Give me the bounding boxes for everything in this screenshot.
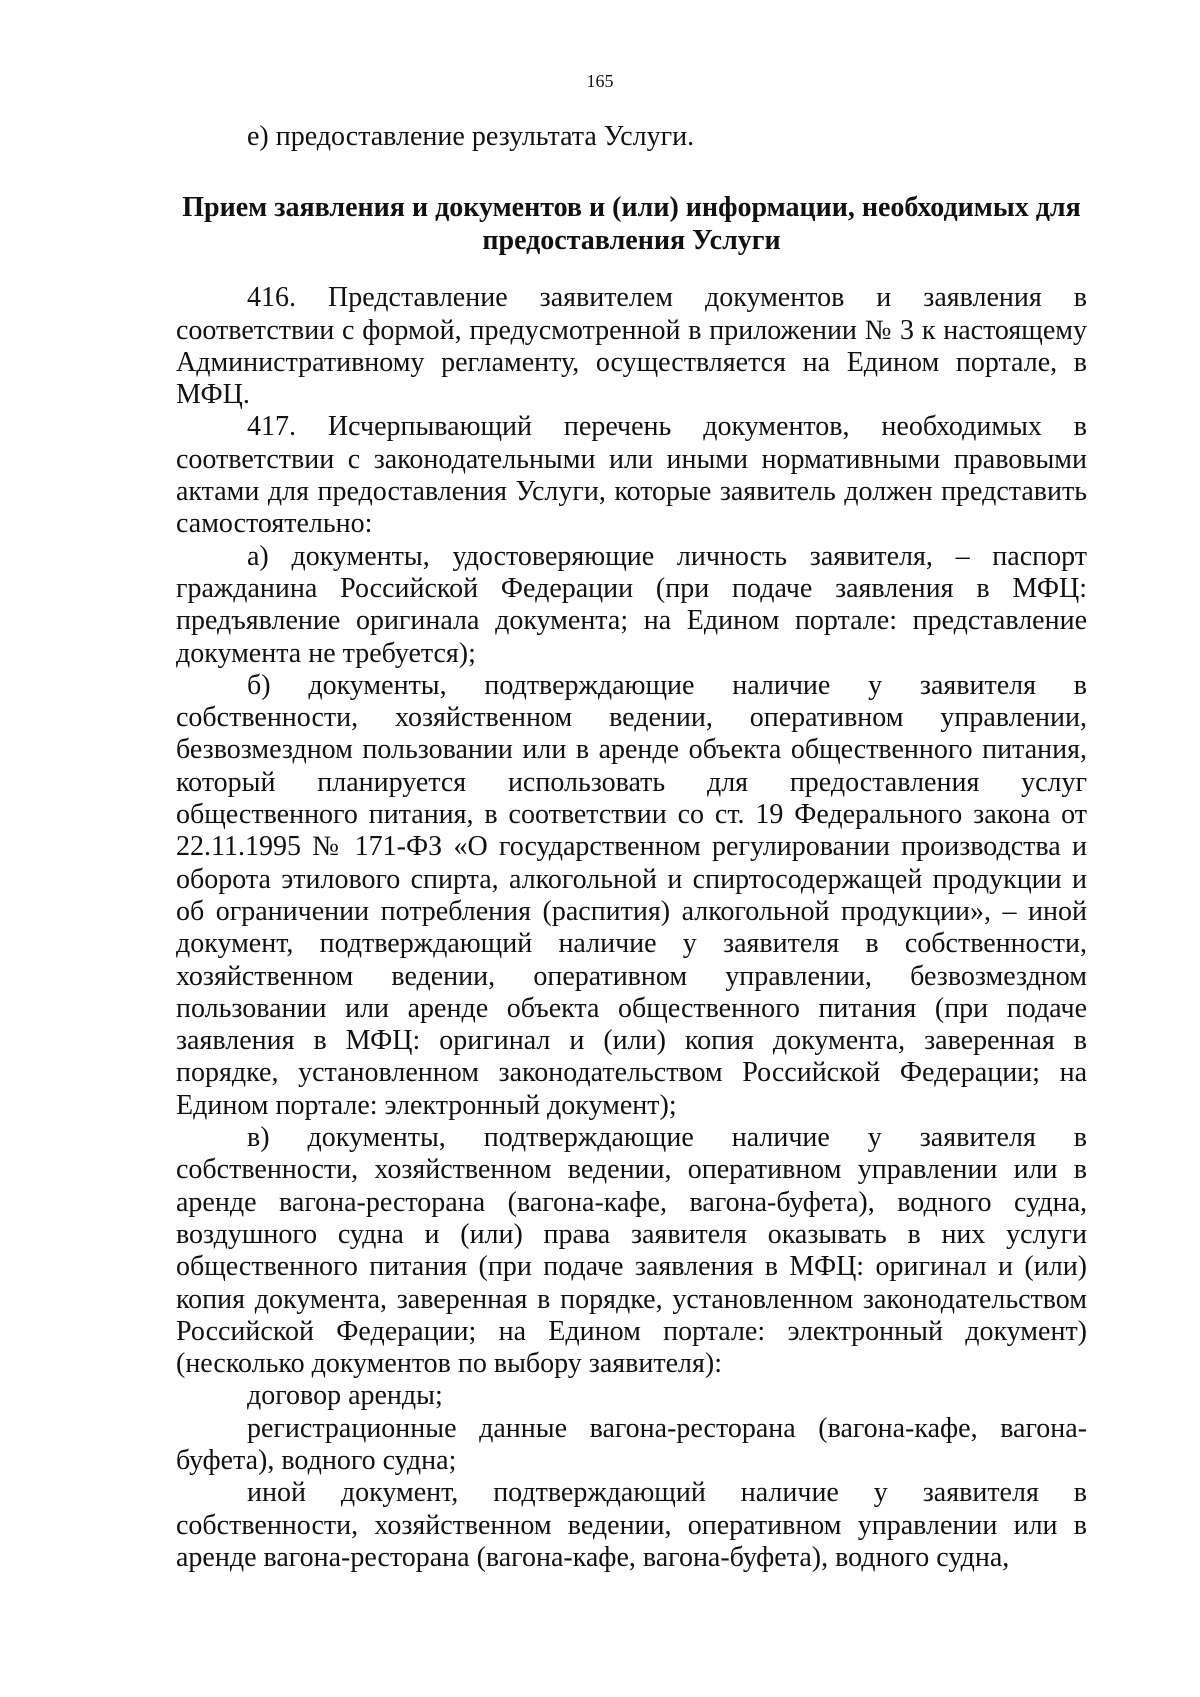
paragraph-417: 417. Исчерпывающий перечень документов, необходимых в соответствии с законодательными или иными нормативными правовыми актами для предоставления Услуги, которые заявитель должен представить самостоятельно: [176,411,1087,540]
page-number: 165 [586,71,614,91]
section-heading-line-1: Прием заявления и документов и (или) информации, необходимых для [182,192,1081,224]
list-item-b: б) документы, подтверждающие наличие у заявителя в собственности, хозяйственном ведении, оперативном управлении, безвозмездном пользовании или в аренде объекта общественного питания, который планируется использовать для предоставления услуг общественного питания, в соответствии со ст. 19 Федерального закона от 22.11.1995 № 171-ФЗ «О государственном регулировании производства и оборота этилового спирта, алкогольной и спиртосодержащей продукции и об ограничении потребления (распития) алкогольной продукции», – иной документ, подтверждающий наличие у заявителя в собственности, хозяйственном ведении, оперативном управлении, безвозмездном пользовании или аренде объекта общественного питания (при подаче заявления в МФЦ: оригинал и (или) копия документа, заверенная в порядке, установленном законодательством Российской Федерации; на Едином портале: электронный документ); [176,669,1087,1121]
list-item-e: е) предоставление результата Услуги. [247,121,695,152]
sub-item-lease-agreement: договор аренды; [247,1380,443,1412]
section-heading [176,191,1087,257]
sub-item-registration-data: регистрационные данные вагона-ресторана (вагона-кафе, вагона-буфета), водного судна; [176,1412,1087,1476]
list-item-v: в) документы, подтверждающие наличие у заявителя в собственности, хозяйственном ведении, оперативном управлении или в аренде вагона-ресторана (вагона-кафе, вагона-буфета), водного судна, воздушного судна и (или) права заявителя оказывать в них услуги общественного питания (при подаче заявления в МФЦ: оригинал и (или) копия документа, заверенная в порядке, установленном законодательством Российской Федерации; на Едином портале: электронный документ) (несколько документов по выбору заявителя): [176,1122,1087,1380]
list-item-a: а) документы, удостоверяющие личность заявителя, – паспорт гражданина Российской Федерации (при подаче заявления в МФЦ: предъявление оригинала документа; на Едином портале: представление документа не требуется); [176,540,1087,669]
document-body [176,121,1087,1574]
sub-item-other-document: иной документ, подтверждающий наличие у заявителя в собственности, хозяйственном ведении, оперативном управлении или в аренде вагона-ресторана (вагона-кафе, вагона-буфета), водного судна, [176,1477,1087,1573]
section-heading-line-2: предоставления Услуги [482,225,781,257]
paragraph-416: 416. Представление заявителем документов и заявления в соответствии с формой, предусмотренной в приложении № 3 к настоящему Административному регламенту, осуществляется на Едином портале, в МФЦ. [176,282,1087,411]
